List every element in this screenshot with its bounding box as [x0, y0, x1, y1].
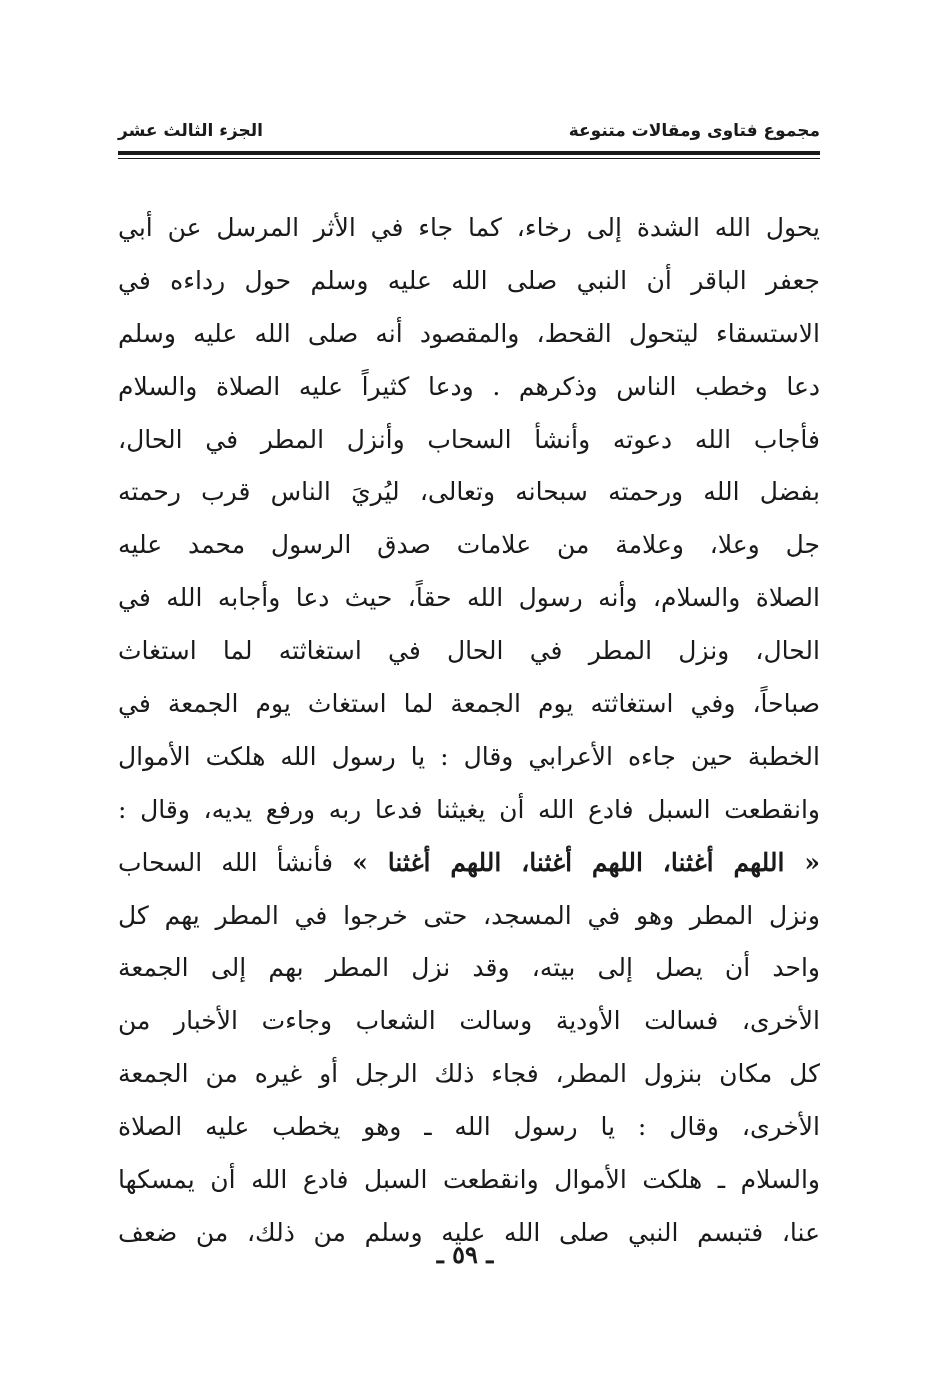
book-title: مجموع فتاوى ومقالات متنوعة [568, 121, 820, 141]
text-line: الخطبة حين جاءه الأعرابي وقال : يا رسول الله هلكت الأموال [118, 741, 820, 771]
running-header [118, 118, 820, 144]
text-line: والسلام ـ هلكت الأموال وانقطعت السبل فادع الله أن يمسكها [118, 1165, 820, 1195]
text-line: جل وعلا، وعلامة من علامات صدق الرسول محمد عليه [118, 530, 820, 560]
text-line: واحد أن يصل إلى بيته، وقد نزل المطر بهم إلى الجمعة [118, 953, 820, 983]
text-line-with-dua [118, 837, 820, 890]
text-line: الاستسقاء ليتحول القحط، والمقصود أنه صلى الله عليه وسلم [118, 318, 820, 348]
text-line: كل مكان بنزول المطر، فجاء ذلك الرجل أو غيره من الجمعة [118, 1059, 820, 1089]
dua-bold-text: « اللهم أغثنا، اللهم أغثنا، اللهم أغثنا » [352, 847, 820, 877]
text-line: الحال، ونزل المطر في الحال في استغاثته لما استغاث [118, 636, 820, 666]
text-line: يحول الله الشدة إلى رخاء، كما جاء في الأثر المرسل عن أبي [118, 213, 820, 242]
header-rule-thin [118, 158, 820, 159]
text-line: فأجاب الله دعوته وأنشأ السحاب وأنزل المطر في الحال، [118, 424, 820, 454]
text-line: دعا وخطب الناس وذكرهم . ودعا كثيراً عليه الصلاة والسلام [118, 371, 820, 401]
page-number: ـ ٥٩ ـ [436, 1240, 494, 1269]
text-line: صباحاً، وفي استغاثته يوم الجمعة لما استغاث يوم الجمعة في [118, 689, 820, 719]
body-text [118, 202, 820, 1260]
dua-continuation: فأنشأ الله السحاب [118, 847, 353, 877]
volume-label: الجزء الثالث عشر [118, 121, 263, 141]
text-line: الصلاة والسلام، وأنه رسول الله حقاً، حيث دعا وأجابه الله في [118, 583, 820, 613]
header-rule-thick [118, 151, 820, 155]
text-line: جعفر الباقر أن النبي صلى الله عليه وسلم حول رداءه في [118, 265, 820, 295]
text-line: عنا، فتبسم النبي صلى الله عليه وسلم من ذلك، من ضعف [118, 1217, 820, 1247]
text-line: الأخرى، وقال : يا رسول الله ـ وهو يخطب عليه الصلاة [118, 1112, 820, 1142]
text-line: ونزل المطر وهو في المسجد، حتى خرجوا في المطر يهم كل [118, 900, 820, 930]
text-line: بفضل الله ورحمته سبحانه وتعالى، ليُريَ الناس قرب رحمته [118, 477, 820, 507]
text-line: الأخرى، فسالت الأودية وسالت الشعاب وجاءت الأخبار من [118, 1006, 820, 1036]
text-line: وانقطعت السبل فادع الله أن يغيثنا فدعا ربه ورفع يديه، وقال : [118, 794, 820, 824]
